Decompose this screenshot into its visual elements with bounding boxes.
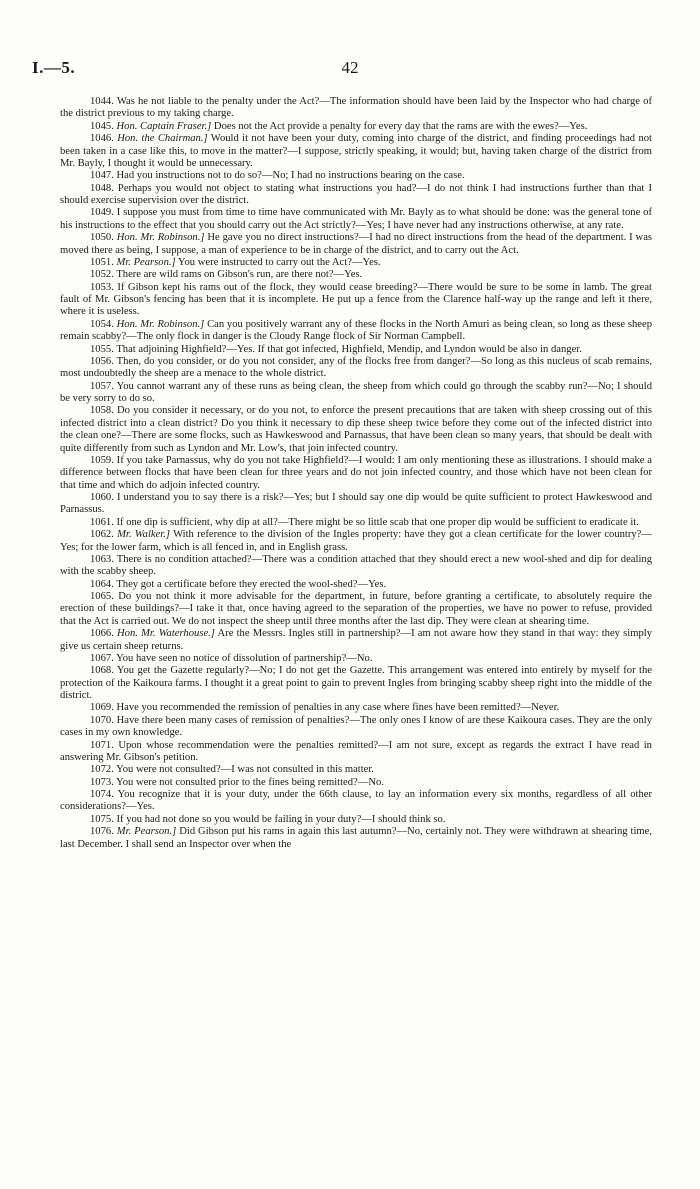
question-paragraph: [60, 133, 652, 170]
question-paragraph: [60, 183, 652, 208]
question-paragraph: [60, 356, 652, 381]
speaker-name: Mr. Walker.]: [117, 529, 171, 541]
question-text: There are wild rams on Gibson's run, are there not?—Yes.: [116, 269, 363, 281]
page-number: 42: [341, 58, 359, 77]
question-paragraph: [60, 814, 652, 826]
question-text: Perhaps you would not object to stating what instructions you had?—I do not think I had instructions further than that I should exercise supervision over the district.: [60, 182, 652, 206]
question-number: 1072.: [90, 764, 114, 776]
question-number: 1045.: [90, 120, 114, 132]
question-number: 1068.: [90, 665, 114, 677]
question-number: 1046.: [90, 133, 114, 145]
question-paragraph: [60, 381, 652, 406]
question-number: 1048.: [90, 182, 114, 194]
question-text: You get the Gazette regularly?—No; I do not get the Gazette. This arrangement was entered into entirely by myself for the protection of the Kaikoura farms. I thought it a great point to gain to prevent Ingles from bringing scabby sheep right into the middle of the district.: [60, 665, 652, 701]
speaker-name: Hon. Mr. Robinson.]: [116, 232, 205, 244]
question-text: Had you instructions not to do so?—No; I had no instructions bearing on the case.: [116, 170, 465, 182]
question-paragraph: [60, 257, 652, 269]
question-paragraph: [60, 789, 652, 814]
question-number: 1059.: [90, 454, 114, 466]
question-number: 1075.: [90, 813, 114, 825]
question-number: 1061.: [90, 516, 114, 528]
question-paragraph: [60, 715, 652, 740]
document-reference: I.—5.: [32, 58, 76, 77]
question-number: 1071.: [90, 739, 114, 751]
question-number: 1058.: [90, 405, 114, 417]
question-paragraph: [60, 207, 652, 232]
question-paragraph: [60, 344, 652, 356]
question-text: Upon whose recommendation were the penalties remitted?—I am not sure, except as regards the extract I have read in answering Mr. Gibson's petition.: [60, 739, 652, 763]
question-text: Are the Messrs. Ingles still in partnership?—I am not aware how they stand in that way: they simply give us certain sheep returns.: [60, 628, 652, 652]
question-text: Can you positively warrant any of these flocks in the North Amuri as being clean, so long as these sheep remain scabby?—The only flock in danger is the Cloudy Range flock of Sir Norman Campbell.: [60, 318, 652, 343]
question-paragraph: [60, 492, 652, 517]
question-paragraph: [60, 517, 652, 529]
question-number: 1051.: [90, 256, 114, 268]
question-text: There is no condition attached?—There was a condition attached that they should erect a new wool-shed and dip for dealing with the scabby sheep.: [60, 553, 652, 578]
question-paragraph: [60, 665, 652, 702]
question-text: If you take Parnassus, why do you not take Highfield?—I would: I am only mentioning these as illustrations. I should make a difference between flocks that have been clean for three years and do not join infected country, and those which have not been clean for that time and which do adjoin infected country.: [60, 454, 652, 491]
question-number: 1076.: [90, 826, 114, 838]
question-text: Have there been many cases of remission of penalties?—The only ones I know of are these Kaikoura cases. They are the only cases in my own knowledge.: [60, 714, 652, 739]
question-number: 1044.: [90, 96, 114, 107]
question-number: 1047.: [90, 170, 114, 182]
question-number: 1066.: [90, 628, 114, 640]
page-header: [32, 58, 668, 80]
question-number: 1049.: [90, 207, 114, 219]
question-paragraph: [60, 170, 652, 182]
question-number: 1069.: [90, 702, 114, 714]
question-paragraph: [60, 282, 652, 319]
question-number: 1056.: [90, 355, 114, 367]
speaker-name: Mr. Pearson.]: [116, 826, 177, 838]
question-number: 1054.: [90, 318, 114, 330]
question-text: You were not consulted prior to the fines being remitted?—No.: [116, 776, 384, 788]
question-number: 1050.: [90, 232, 114, 244]
question-number: 1060.: [90, 492, 114, 503]
question-text: You were not consulted?—I was not consulted in this matter.: [116, 764, 374, 776]
question-number: 1063.: [90, 553, 114, 565]
question-paragraph: [60, 702, 652, 714]
question-text: You were instructed to carry out the Act?—Yes.: [177, 256, 381, 268]
question-paragraph: [60, 319, 652, 344]
question-paragraph: [60, 826, 652, 851]
question-paragraph: [60, 591, 652, 628]
question-paragraph: [60, 405, 652, 455]
question-text: If one dip is sufficient, why dip at all?—There might be so little scab that one proper dip would be sufficient to eradicate it.: [116, 516, 639, 528]
question-text: I understand you to say there is a risk?—Yes; but I should say one dip would be quite sufficient to protect Hawkeswood and Parnassus.: [60, 492, 652, 516]
evidence-text: [60, 96, 652, 851]
question-text: Would it not have been your duty, coming into charge of the district, and finding proceedings had not been taken in a case like this, to move in the matter?—I suppose, strictly speaking, it would; but, having taken charge of the district from Mr. Bayly, I thought it would be unnecessary.: [60, 133, 653, 169]
question-text: You have seen no notice of dissolution of partnership?—No.: [116, 652, 373, 664]
speaker-name: Hon. the Chairman.]: [117, 133, 208, 145]
speaker-name: Hon. Captain Fraser.]: [116, 120, 212, 132]
question-paragraph: [60, 740, 652, 765]
speaker-name: Hon. Mr. Robinson.]: [116, 318, 205, 330]
question-number: 1055.: [90, 343, 114, 355]
question-text: Does not the Act provide a penalty for every day that the rams are with the ewes?—Yes.: [213, 120, 588, 132]
question-paragraph: [60, 579, 652, 591]
question-text: I suppose you must from time to time have communicated with Mr. Bayly as to what should be done: was the general tone of his instructions to the effect that you should carry out the Act strictly?—Yes; I have never had any instructions otherwise, at any rate.: [60, 207, 652, 231]
question-number: 1065.: [90, 591, 114, 602]
question-text: Was he not liable to the penalty under the Act?—The information should have been laid by the Inspector who had charge of the district previous to my taking charge.: [60, 96, 652, 120]
question-text: They got a certificate before they erected the wool-shed?—Yes.: [116, 578, 387, 590]
question-number: 1073.: [90, 776, 114, 788]
question-text: He gave you no direct instructions?—I had no direct instructions from the head of the department. I was moved there as being, I suppose, a man of experience to be in charge of the district, and to carry out the Act.: [60, 232, 653, 256]
question-text: Do you consider it necessary, or do you not, to enforce the present precautions that are taken with sheep crossing out of this infected district into a clean district? Do you think it necessary to dip these sheep twice before they come out of the infected district into the clean one?—There are some flocks, such as Hawkeswood and Parnassus, that have been clean so many years, that should be dealt with quite differently from such as Lyndon and Mr. Low's, that join infected country.: [60, 405, 652, 454]
question-text: If Gibson kept his rams out of the flock, they would cease breeding?—There would be sure to be some in lamb. The great fault of Mr. Gibson's fencing has been that it is incomplete. He put up a fence from the Clarence half-way up the range and left it there, where it is useless.: [60, 281, 652, 318]
question-number: 1052.: [90, 269, 114, 281]
question-paragraph: [60, 653, 652, 665]
question-number: 1062.: [90, 529, 114, 541]
question-paragraph: [60, 121, 652, 133]
question-number: 1057.: [90, 380, 114, 392]
speaker-name: Mr. Pearson.]: [116, 256, 176, 268]
question-text: Have you recommended the remission of penalties in any case where fines have been remitted?—Never.: [116, 702, 560, 714]
question-text: With reference to the division of the Ingles property: have they got a clean certificate for the lower country?—Yes; for the lower farm, which is all fenced in, and in English grass.: [60, 529, 652, 553]
question-paragraph: [60, 269, 652, 281]
question-paragraph: [60, 232, 652, 257]
question-paragraph: [60, 96, 652, 121]
question-text: Do you not think it more advisable for the department, in future, before granting a certificate, to absolutely require the erection of these buildings?—I take it that, once having agreed to the separation of the properties, we have no power to refuse, provided that the Act is carried out. We do not inspect the sheep until three months after the last dip. They were clean at shearing time.: [60, 591, 652, 627]
question-number: 1074.: [90, 789, 114, 800]
question-paragraph: [60, 529, 652, 554]
question-number: 1053.: [90, 281, 114, 293]
question-paragraph: [60, 764, 652, 776]
question-text: You recognize that it is your duty, under the 66th clause, to lay an information every six months, regardless of all other considerations?—Yes.: [60, 789, 652, 813]
question-paragraph: [60, 455, 652, 492]
speaker-name: Hon. Mr. Waterhouse.]: [117, 628, 215, 640]
question-text: That adjoining Highfield?—Yes. If that got infected, Highfield, Mendip, and Lyndon would be also in danger.: [116, 343, 582, 355]
question-number: 1064.: [90, 578, 114, 590]
question-text: You cannot warrant any of these runs as being clean, the sheep from which could go through the scabby run?—No; I should be very sorry to do so.: [60, 380, 652, 404]
question-text: If you had not done so you would be failing in your duty?—I should think so.: [116, 813, 446, 825]
question-number: 1070.: [90, 714, 114, 726]
question-paragraph: [60, 554, 652, 579]
question-text: Then, do you consider, or do you not consider, any of the flocks free from danger?—So long as this nucleus of scab remains, most undoubtedly the sheep are a menace to the whole district.: [60, 355, 652, 380]
question-number: 1067.: [90, 652, 114, 664]
question-text: Did Gibson put his rams in again this last autumn?—No, certainly not. They were withdrawn at shearing time, last December. I shall send an Inspector over when the: [60, 826, 652, 850]
question-paragraph: [60, 628, 652, 653]
question-paragraph: [60, 777, 652, 789]
